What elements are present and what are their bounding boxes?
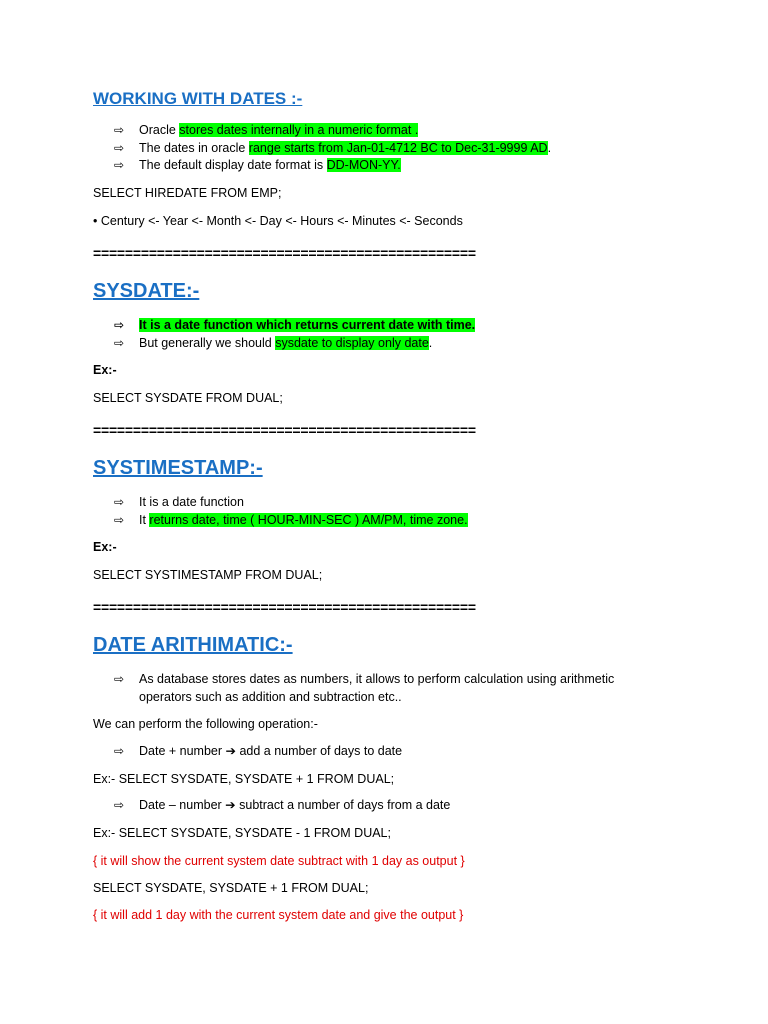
- list-item: ⇨ It is a date function which returns current date with time.: [114, 317, 475, 335]
- arrow-bullet-icon: ⇨: [114, 140, 125, 155]
- list-item: ⇨ But generally we should sysdate to display only date.: [114, 335, 475, 353]
- heading-working-with-dates: WORKING WITH DATES :-: [93, 89, 303, 108]
- arrow-bullet-icon: ⇨: [114, 495, 125, 509]
- arrow-bullet-icon: ⇨: [114, 512, 125, 527]
- heading-sysdate: SYSDATE:-: [93, 280, 200, 302]
- note-subtract: { it will show the current system date subtract with 1 day as output }: [93, 854, 465, 868]
- list-item: ⇨ The default display date format is DD-MON-YY.: [114, 157, 551, 175]
- list-item: ⇨ As database stores dates as numbers, it allows to perform calculation using arithmetic operators such as addition and subtraction etc..: [114, 672, 615, 704]
- example-add-query: Ex:- SELECT SYSDATE, SYSDATE + 1 FROM DUAL;: [93, 772, 395, 786]
- heading-date-arithmetic: DATE ARITHIMATIC:-: [93, 634, 293, 656]
- op2-list: [114, 797, 450, 815]
- list-item: ⇨ Date + number ➔ add a number of days to date: [114, 743, 402, 761]
- arith-bullet-list: [114, 671, 614, 706]
- sysdate-bullet-list: [114, 317, 475, 352]
- arrow-bullet-icon: ⇨: [114, 335, 125, 350]
- sysdate-query: SELECT SYSDATE FROM DUAL;: [93, 391, 283, 405]
- arrow-bullet-icon: ⇨: [114, 798, 125, 812]
- arrow-bullet-icon: ⇨: [114, 158, 125, 172]
- list-item: ⇨ It returns date, time ( HOUR-MIN-SEC ) AM/PM, time zone.: [114, 512, 468, 530]
- arrow-bullet-icon: ⇨: [114, 123, 125, 137]
- example-label: Ex:-: [93, 363, 117, 377]
- systimestamp-query: SELECT SYSTIMESTAMP FROM DUAL;: [93, 568, 323, 582]
- example-label: Ex:-: [93, 540, 117, 554]
- note-add: { it will add 1 day with the current system date and give the output }: [93, 908, 464, 922]
- separator-line: ================================================: [93, 245, 476, 261]
- list-item: ⇨ Date – number ➔ subtract a number of days from a date: [114, 797, 450, 815]
- right-arrow-icon: ➔: [225, 798, 236, 812]
- arrow-bullet-icon: ⇨: [114, 318, 125, 332]
- date-hierarchy: • Century <- Year <- Month <- Day <- Hours <- Minutes <- Seconds: [93, 214, 463, 228]
- separator-line: ================================================: [93, 599, 476, 615]
- right-arrow-icon: ➔: [225, 744, 236, 758]
- list-item: ⇨ The dates in oracle range starts from Jan-01-4712 BC to Dec-31-9999 AD.: [114, 140, 551, 158]
- arrow-bullet-icon: ⇨: [114, 672, 125, 686]
- hiredate-query: SELECT HIREDATE FROM EMP;: [93, 186, 282, 200]
- example-subtract-query: Ex:- SELECT SYSDATE, SYSDATE - 1 FROM DUAL;: [93, 826, 391, 840]
- add-query: SELECT SYSDATE, SYSDATE + 1 FROM DUAL;: [93, 881, 369, 895]
- working-bullet-list: [114, 122, 551, 175]
- operations-intro: We can perform the following operation:-: [93, 717, 318, 731]
- op1-list: [114, 743, 402, 761]
- heading-systimestamp: SYSTIMESTAMP:-: [93, 457, 263, 479]
- systimestamp-bullet-list: [114, 494, 468, 529]
- arrow-bullet-icon: ⇨: [114, 744, 125, 758]
- list-item: ⇨ It is a date function: [114, 494, 468, 512]
- list-item: ⇨ Oracle stores dates internally in a numeric format .: [114, 122, 551, 140]
- separator-line: ================================================: [93, 422, 476, 438]
